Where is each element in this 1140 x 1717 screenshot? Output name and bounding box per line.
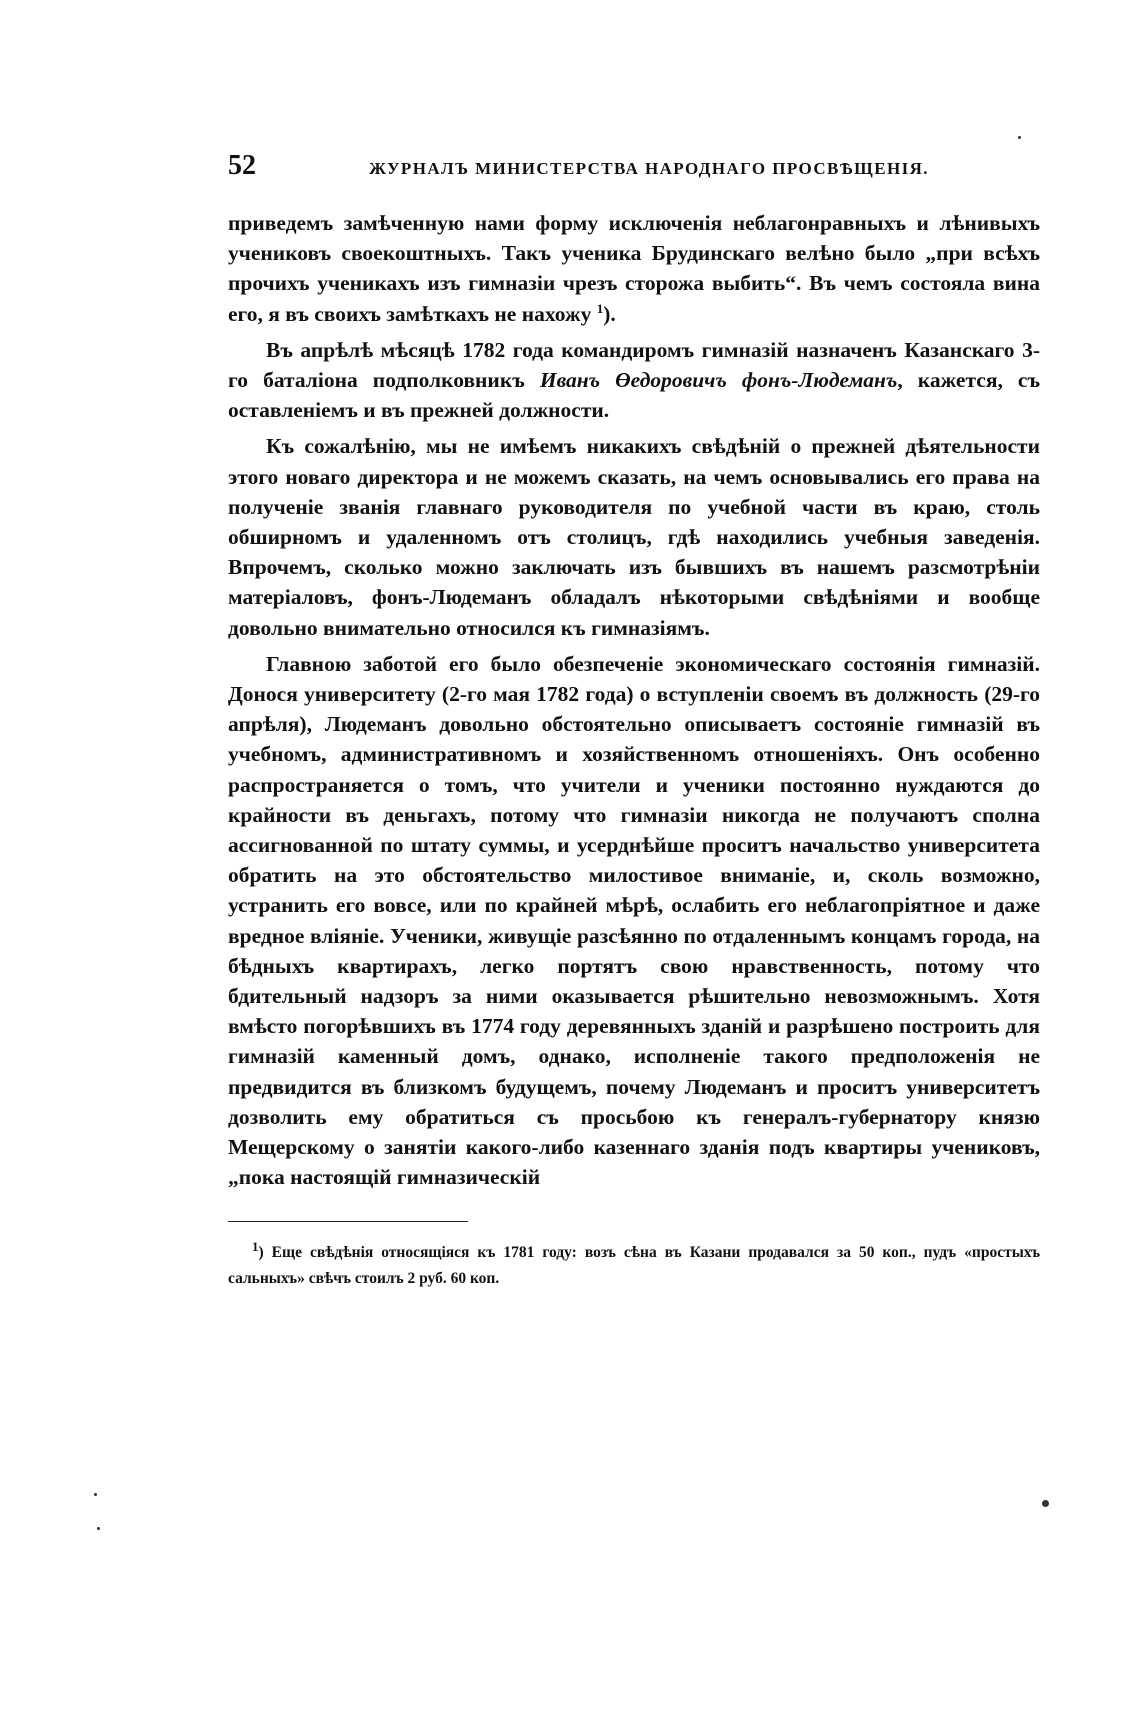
page-number: 52: [228, 150, 256, 181]
footnote-reference[interactable]: 1: [596, 300, 604, 316]
paragraph-2-tail: , кажется, съ оставленіемъ и въ прежней должности.: [228, 368, 1041, 423]
paragraph-4: Главною заботой его было обезпеченіе экономическаго состоянія гимназій. Донося университету (2-го мая 1782 года) о вступленіи своемъ въ должность (29-го апрѣля), Людеманъ довольно обстоятельно описываетъ состояніе гимназій въ учебномъ, административномъ и хозяйственномъ отношеніяхъ. Онъ особенно распространяется о томъ, что учители и ученики постоянно нуждаются до крайности въ деньгахъ, потому что гимназіи никогда не получаютъ сполна ассигнованной по штату суммы, и усерднѣйше проситъ начальство университета обратить на это обстоятельство милостивое вниманіе, и, сколь возможно, устранить его вовсе, или по крайней мѣрѣ, ослабить его неблагопріятное и даже вредное вліяніе. Ученики, живущіе разсѣянно по отдаленнымъ концамъ города, на бѣдныхъ квартирахъ, легко портятъ свою нравственность, потому что бдительный надзоръ за ними оказывается рѣшительно невозможнымъ. Хотя вмѣсто погорѣвшихъ въ 1774 году деревянныхъ зданій и разрѣшено построить для гимназій каменный домъ, однако, исполненіе такого предположенія не предвидится въ близкомъ будущемъ, почему Людеманъ и проситъ университетъ дозволить ему обратиться съ просьбою къ генералъ-губернатору князю Мещерскому о занятіи какого-либо казеннаго зданія подъ квартиры учениковъ, „пока настоящій гимназическій: [228, 651, 1040, 1190]
paragraph-3: Къ сожалѣнію, мы не имѣемъ никакихъ свѣдѣній о прежней дѣятельности этого новаго директора и не можемъ сказать, на чемъ основывались его права на полученіе званія главнаго руководителя по учебной части въ краю, столь обширномъ и удаленномъ отъ столицъ, гдѣ находились учебныя заведенія. Впрочемъ, сколько можно заключать изъ бывшихъ въ нашемъ разсмотрѣніи матеріаловъ, фонъ-Людеманъ обладалъ нѣкоторыми свѣдѣніями и вообще довольно внимательно относился къ гимназіямъ.: [228, 434, 1040, 640]
page-speck: [1042, 1500, 1049, 1507]
page-speck: [1018, 136, 1021, 139]
footnote-text: ) Еще свѣдѣнія относящіяся къ 1781 году: возъ сѣна въ Казани продавался за 50 коп., пудъ «простыхъ сальныхъ» свѣчъ стоилъ 2 руб. 60 коп.: [228, 1243, 1040, 1287]
paragraph-1-tail: ).: [603, 301, 616, 326]
paragraph-1-text: приведемъ замѣченную нами форму исключенія неблагонравныхъ и лѣнивыхъ учениковъ своекоштныхъ. Такъ ученика Брудинскаго велѣно было „при всѣхъ прочихъ ученикахъ изъ гимназіи чрезъ сторожа выбить“. Въ чемъ состояла вина его, я въ своихъ замѣткахъ не нахожу: [228, 211, 1040, 326]
book-page: [228, 150, 1040, 1292]
director-name: Иванъ Өедоровичъ фонъ-Людеманъ: [539, 368, 898, 393]
paragraph-2-text: Въ апрѣлѣ мѣсяцѣ 1782 года командиромъ гимназій назначенъ Казанскаго 3-го баталіона подполковникъ: [228, 337, 1040, 393]
page-speck: [97, 1527, 100, 1530]
footnote-1: [228, 1240, 1040, 1292]
footnote: [228, 1240, 1040, 1292]
journal-title: ЖУРНАЛЪ МИНИСТЕРСТВА НАРОДНАГО ПРОСВѢЩЕНІЯ.: [369, 159, 929, 178]
footnote-marker: 1: [252, 1238, 259, 1254]
body-text: [228, 208, 1040, 1193]
footnote-divider: [228, 1221, 468, 1222]
page-speck: [94, 1493, 97, 1496]
paragraph-1: [228, 208, 1040, 329]
paragraph-2: [228, 335, 1040, 426]
running-head: [228, 150, 1040, 190]
